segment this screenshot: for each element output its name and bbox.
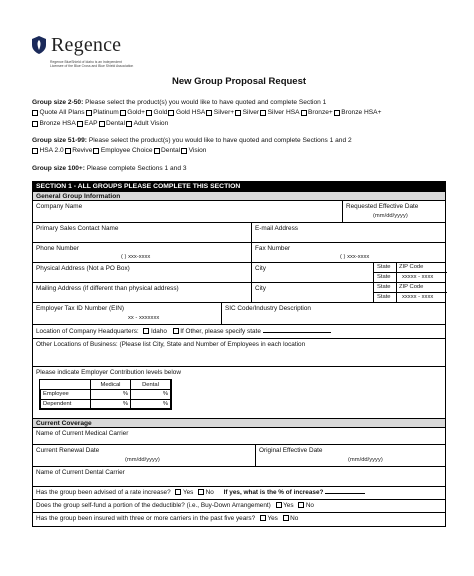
group-2-50-text: Please select the product(s) you would like to have quoted and complete Section 1 (85, 99, 327, 106)
group-2-50-option-label: Adult Vision (133, 120, 169, 127)
carriers-yes-checkbox[interactable] (260, 515, 266, 521)
contrib-col-medical: Medical (91, 380, 131, 390)
brand-name: Regence (51, 33, 122, 56)
physical-state-zip (373, 263, 447, 282)
contribution-prompt: Please indicate Employer Contribution levels below (36, 369, 181, 376)
group-2-50-option-adult-vision[interactable] (126, 119, 168, 129)
group-2-50-option-label: Bronze+ (308, 109, 333, 116)
physical-zip-label: ZIP Code (399, 264, 424, 270)
contrib-employee-medical[interactable]: % (91, 390, 131, 400)
group-2-50-checkbox-silver[interactable] (206, 110, 212, 116)
primary-contact-label: Primary Sales Contact Name (36, 225, 119, 232)
group-2-50-option-bronze[interactable] (301, 108, 333, 118)
contrib-dependent-dental[interactable]: % (131, 399, 171, 409)
group-2-50-option-label: EAP (84, 120, 98, 127)
current-coverage-band: Current Coverage (33, 419, 445, 428)
group-2-50-option-label: Gold+ (127, 109, 146, 116)
group-2-50-option-quote-all-plans[interactable] (32, 108, 85, 118)
group-2-50-option-silver[interactable] (206, 108, 234, 118)
fax-field[interactable] (251, 243, 447, 262)
carriers-question (36, 515, 298, 522)
mailing-state-label: State (377, 284, 391, 290)
effective-date-field[interactable] (342, 201, 446, 222)
group-2-50-checkbox-platinum[interactable] (86, 110, 92, 116)
shield-logo-icon (32, 36, 46, 54)
group-51-99-checkbox-employee-choice[interactable] (93, 148, 99, 154)
group-2-50-checkbox-silver[interactable] (235, 110, 241, 116)
group-2-50-option-label: Gold (153, 109, 168, 116)
state-zip-divider (396, 263, 397, 283)
general-info-band: General Group Information (33, 192, 445, 201)
rate-increase-pct-line[interactable] (325, 493, 365, 494)
current-carrier-row[interactable] (33, 428, 445, 445)
group-51-99-checkbox-hsa-2-0[interactable] (32, 148, 38, 154)
effective-date-hint: (mm/dd/yyyy) (373, 213, 408, 219)
brand-tagline: Regence BlueShield of Idaho is an Independent Licensee of the Blue Cross and Blue Shield Association (50, 60, 134, 69)
phone-label: Phone Number (36, 245, 79, 252)
group-51-99-checkbox-dental[interactable] (154, 148, 160, 154)
group-2-50-checkbox-eap[interactable] (77, 121, 83, 127)
phone-hint: ( ) xxx-xxxx (121, 254, 151, 260)
mailing-zip-hint: xxxxx - xxxx (402, 294, 434, 300)
phone-row (33, 243, 445, 263)
group-51-99-option-label: Revive (72, 147, 93, 154)
group-2-50-option-label: Bronze HSA+ (341, 109, 382, 116)
contrib-corner (41, 380, 91, 390)
contrib-col-dental: Dental (131, 380, 171, 390)
tax-id-hint: xx - xxxxxxx (128, 315, 160, 321)
hq-other-checkbox[interactable] (173, 328, 179, 334)
sic-label: SIC Code/Industry Description (225, 305, 311, 312)
group-2-50-option-silver-hsa[interactable] (260, 108, 299, 118)
mailing-zip-label: ZIP Code (399, 284, 424, 290)
tax-id-row (33, 303, 445, 325)
group-100-text: Please complete Sections 1 and 3 (86, 165, 187, 172)
rate-increase-yes: Yes (182, 489, 194, 496)
group-2-50-option-gold-hsa[interactable] (168, 108, 205, 118)
section-1-form (32, 181, 446, 527)
physical-city-field[interactable] (251, 263, 373, 282)
group-2-50-options-line2 (32, 119, 169, 131)
original-date-label: Original Effective Date (259, 447, 323, 454)
group-2-50-option-platinum[interactable] (86, 108, 119, 118)
mailing-address-row (33, 283, 445, 303)
group-2-50-checkbox-bronze-hsa[interactable] (32, 121, 38, 127)
group-2-50-checkbox-bronze-hsa[interactable] (334, 110, 340, 116)
group-51-99-text: Please select the product(s) you would like to have quoted and complete Sections 1 and 2 (88, 137, 352, 144)
company-name-label: Company Name (36, 203, 83, 210)
group-2-50-checkbox-gold-hsa[interactable] (168, 110, 174, 116)
rate-increase-question (36, 489, 365, 496)
group-2-50-option-label: Bronze HSA (39, 120, 76, 127)
group-51-99-checkbox-revive[interactable] (65, 148, 71, 154)
group-51-99-instructions (32, 136, 352, 146)
rate-increase-no: No (205, 489, 214, 496)
regence-logo (32, 30, 121, 60)
sic-field[interactable] (221, 303, 447, 324)
group-51-99-checkbox-vision[interactable] (181, 148, 187, 154)
fax-hint: ( ) xxx-xxxx (340, 254, 370, 260)
hq-other-label: If Other, please specify state (180, 328, 261, 335)
hq-idaho-checkbox[interactable] (143, 328, 149, 334)
rate-increase-yes-checkbox[interactable] (175, 489, 181, 495)
group-2-50-option-label: Gold HSA (175, 109, 206, 116)
mailing-city-field[interactable] (251, 283, 373, 302)
group-51-99-options (32, 146, 207, 158)
hq-other-state-line[interactable] (263, 332, 331, 333)
group-2-50-option-bronze-hsa[interactable] (334, 108, 382, 118)
group-2-50-option-dental[interactable] (99, 119, 126, 129)
group-2-50-checkbox-bronze[interactable] (301, 110, 307, 116)
group-2-50-option-gold[interactable] (120, 108, 145, 118)
mailing-state-zip-divider (396, 283, 397, 303)
contribution-table (39, 379, 172, 410)
tax-id-label: Employer Tax ID Number (EIN) (36, 305, 124, 312)
mailing-address-label: Mailing Address (if different than physical address) (36, 285, 179, 292)
self-fund-row (33, 500, 445, 513)
group-51-99-option-label: Employee Choice (100, 147, 153, 154)
group-51-99-option-label: Vision (188, 147, 207, 154)
contrib-row-employee: Employee (41, 390, 91, 400)
group-2-50-option-gold[interactable] (146, 108, 167, 118)
group-2-50-lead: Group size 2-50: (32, 99, 84, 106)
carriers-text: Has the group been insured with three or more carriers in the past five years? (36, 515, 256, 522)
mailing-city-label: City (255, 285, 267, 292)
email-field[interactable] (251, 223, 447, 242)
group-2-50-option-label: Silver (242, 109, 260, 116)
physical-address-label: Physical Address (Not a PO Box) (36, 265, 130, 272)
carriers-yes: Yes (267, 515, 278, 522)
carriers-no: No (290, 515, 299, 522)
group-2-50-option-label: Silver+ (213, 109, 235, 116)
rate-increase-row (33, 487, 445, 500)
rate-increase-no-checkbox[interactable] (198, 489, 204, 495)
group-51-99-option-employee-choice[interactable] (93, 146, 152, 156)
section-1-header: SECTION 1 - ALL GROUPS PLEASE COMPLETE THIS SECTION (33, 182, 445, 192)
group-2-50-option-label: Platinum (93, 109, 119, 116)
dental-carrier-row[interactable] (33, 467, 445, 487)
company-name-row (33, 201, 445, 223)
self-fund-yes: Yes (283, 502, 294, 509)
physical-zip-hint: xxxxx - xxxx (402, 274, 434, 280)
self-fund-yes-checkbox[interactable] (276, 502, 282, 508)
group-2-50-checkbox-gold[interactable] (120, 110, 126, 116)
group-2-50-option-label: Dental (106, 120, 126, 127)
renewal-date-label: Current Renewal Date (36, 447, 100, 454)
hq-row (33, 325, 445, 339)
group-2-50-option-label: Quote All Plans (39, 109, 85, 116)
physical-city-label: City (255, 265, 267, 272)
self-fund-no-checkbox[interactable] (298, 502, 304, 508)
self-fund-text: Does the group self-fund a portion of the deductible? (i.e., Buy-Down Arrangement) (36, 502, 271, 509)
group-51-99-option-hsa-2-0[interactable] (32, 146, 64, 156)
group-51-99-option-dental[interactable] (154, 146, 181, 156)
proposal-form-page (32, 30, 446, 576)
renewal-row (33, 445, 445, 467)
group-2-50-option-eap[interactable] (77, 119, 98, 129)
group-51-99-option-revive[interactable] (65, 146, 93, 156)
original-date-hint: (mm/dd/yyyy) (348, 457, 383, 463)
mailing-state-zip (373, 283, 447, 302)
carriers-row (33, 513, 445, 526)
contribution-row (33, 367, 445, 419)
group-2-50-checkbox-dental[interactable] (99, 121, 105, 127)
dental-carrier-label: Name of Current Dental Carrier (36, 469, 125, 476)
group-100-instructions (32, 164, 187, 174)
contrib-dependent-medical[interactable]: % (91, 399, 131, 409)
group-2-50-checkbox-adult-vision[interactable] (126, 121, 132, 127)
group-2-50-option-bronze-hsa[interactable] (32, 119, 76, 129)
contrib-row-dependent: Dependent (41, 399, 91, 409)
hq-label-text: Location of Company Headquarters: (36, 328, 139, 335)
physical-address-row (33, 263, 445, 283)
rate-increase-pct-text: If yes, what is the % of increase? (223, 489, 324, 496)
fax-label: Fax Number (255, 245, 291, 252)
group-2-50-checkbox-quote-all-plans[interactable] (32, 110, 38, 116)
group-51-99-lead: Group size 51-99: (32, 137, 87, 144)
group-51-99-option-label: HSA 2.0 (39, 147, 64, 154)
self-fund-question (36, 502, 314, 509)
original-date-field[interactable] (255, 445, 447, 466)
group-2-50-instructions (32, 98, 326, 108)
physical-state-label: State (377, 264, 391, 270)
contrib-employee-dental[interactable]: % (131, 390, 171, 400)
group-2-50-option-silver[interactable] (235, 108, 259, 118)
email-label: E-mail Address (255, 225, 298, 232)
group-2-50-option-label: Silver HSA (267, 109, 300, 116)
group-100-lead: Group size 100+: (32, 165, 85, 172)
current-carrier-label: Name of Current Medical Carrier (36, 430, 129, 437)
hq-label (36, 328, 331, 335)
self-fund-no: No (305, 502, 314, 509)
group-2-50-checkbox-silver-hsa[interactable] (260, 110, 266, 116)
mailing-state-label-2: State (377, 294, 391, 300)
effective-date-label: Requested Effective Date (346, 203, 419, 210)
group-51-99-option-label: Dental (161, 147, 181, 154)
physical-state-label-2: State (377, 274, 391, 280)
other-locations-row[interactable] (33, 339, 445, 367)
group-51-99-option-vision[interactable] (181, 146, 206, 156)
carriers-no-checkbox[interactable] (283, 515, 289, 521)
renewal-date-hint: (mm/dd/yyyy) (125, 457, 160, 463)
rate-increase-text: Has the group been advised of a rate increase? (36, 489, 171, 496)
other-locations-label: Other Locations of Business: (Please list City, State and Number of Employees in each location (36, 341, 306, 348)
contact-row[interactable] (33, 223, 445, 243)
page-title: New Group Proposal Request (171, 76, 307, 87)
hq-idaho-label: Idaho (150, 328, 167, 335)
group-2-50-checkbox-gold[interactable] (146, 110, 152, 116)
